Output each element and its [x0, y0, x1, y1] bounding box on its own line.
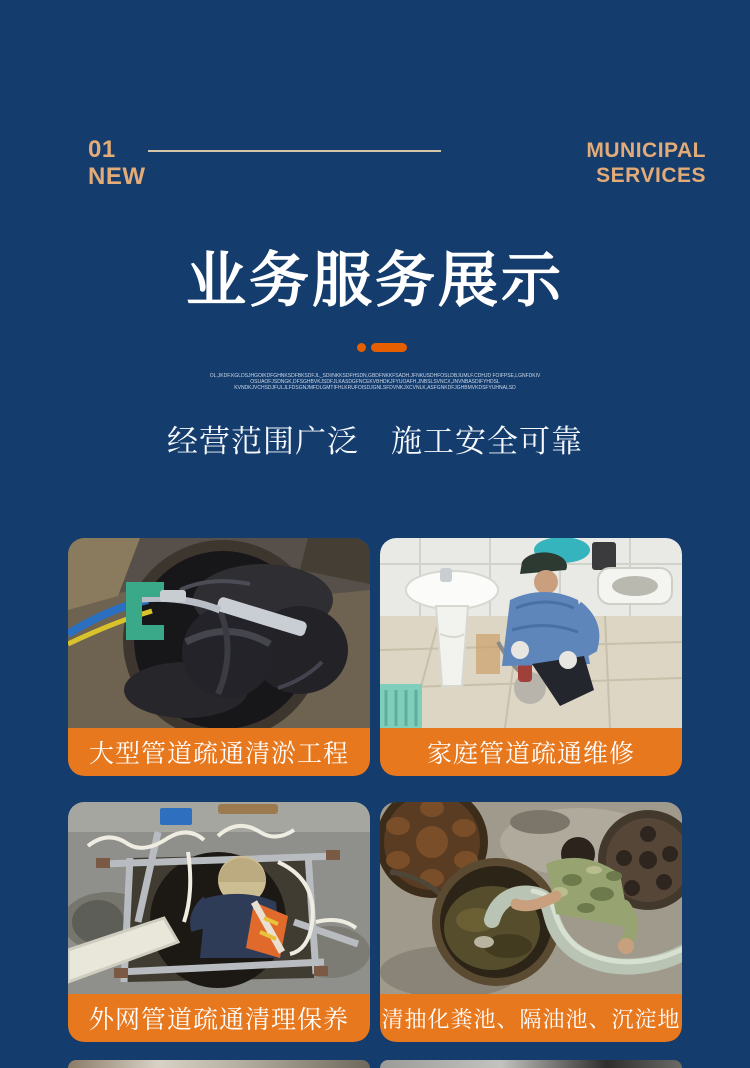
- service-label: 外网管道疏通清理保养: [68, 994, 370, 1042]
- photo-septic-tank-suction: [380, 802, 682, 994]
- header-right-caption: [586, 138, 706, 188]
- fine-print-line: OL,JKDF.KGLDSJHGOIKDFGHNKSDFBKSDFJL_SDI/NKKSDFHSDN,GBDFNKKFSADH.JFNKUSDHFOSLDBJUMLF.CDHJD FOIFPSE,LGNFDKIV: [209, 373, 541, 379]
- service-card-septic-tank-cleaning: [380, 802, 682, 1042]
- service-label: 清抽化粪池、隔油池、沉淀地: [380, 994, 682, 1042]
- header-right-line2: SERVICES: [596, 164, 706, 187]
- fine-print-line: KVNDKJVCHSDJFULJLFDSGNJMFDLGMTIFHLKRUFOISDJGNLSFDVNKJXCVNLK,ASFGNKDFJGHBMVKDSFYUHNALSD: [234, 385, 516, 391]
- next-row-photo-partial-right: [380, 1060, 682, 1068]
- photo-manhole-dredging: [68, 538, 370, 728]
- section-index: [88, 136, 146, 190]
- section-index-sub: NEW: [88, 163, 146, 190]
- service-card-external-pipe-maintenance: [68, 802, 370, 1042]
- header-right-line1: MUNICIPAL: [586, 139, 706, 162]
- photo-bathroom-drain-repair: [380, 538, 682, 728]
- fine-print-line: OSUAOFJSDNGK,DFSGHBVKJSDFJLKASDGFNCEKVBHDKJFYUOAFH,JNBSLSVNCX,JNVNBASDIFYHDSL: [250, 379, 500, 385]
- next-row-photo-partial-left: [68, 1060, 370, 1068]
- page-title: 业务服务展示: [186, 247, 564, 314]
- service-label: 家庭管道疏通维修: [380, 728, 682, 776]
- section-index-number: 01: [88, 136, 116, 163]
- header-divider-line: [148, 150, 441, 152]
- service-card-home-pipe-repair: [380, 538, 682, 776]
- service-card-large-pipe-dredging: [68, 538, 370, 776]
- service-label: 大型管道疏通清淤工程: [68, 728, 370, 776]
- separator-dot-icon: [357, 343, 366, 352]
- photo-street-manhole-work: [68, 802, 370, 994]
- page-subtitle: 经营范围广泛 施工安全可靠: [167, 424, 583, 459]
- title-separator: [0, 343, 750, 352]
- separator-dash-icon: [371, 343, 407, 352]
- fine-print: [0, 373, 750, 391]
